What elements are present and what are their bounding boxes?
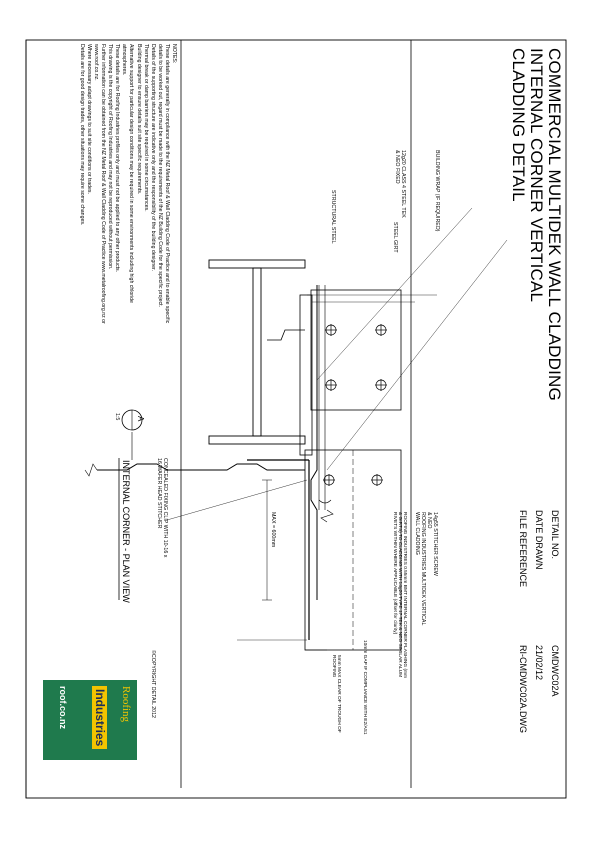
leader-line [167,480,307,520]
copyright-text: ©COPYRIGHT DETAIL 2012 [150,650,156,718]
notes-block [78,44,177,334]
label-gap: 10mm GAP IF COMPLIANCE WITH E2/AS1 [362,640,367,735]
structural-steel-section [209,260,305,444]
section-marker-letter: A [136,416,145,422]
concealed-clip [267,330,305,340]
internal-corner-flashing [247,460,309,640]
title-line-2: INTERNAL CORNER VERTICAL [527,48,546,303]
title-line-1: COMMERCIAL MULTIDEK WALL CLADDING [545,48,564,401]
break-line [85,464,97,476]
leader-line [327,240,507,470]
cleat-plate [311,290,401,410]
logo-line-3: roof.co.nz [58,686,68,729]
file-reference-value: RI-CMDWC02A.DWG [518,645,528,733]
note-item: These details are generally in compliance with the NZ Metal Roof & Wall Cladding Code of Practice and to enable specific details to be worked out, regard must be made to the requirements of the NZ Building Code for the specific project. [156,44,170,324]
label-flashing: ROOFING INDUSTRIES 0.55mm BMT INTERNAL CORNER FLASHING (mm & GIRTS) TO CLADDING WITH 14g20 TYPE 17 TEK & NEO SIMILAR ALUM RIVETS WITHIN WHERE APPLICABLE (offset for clarity) [391,512,407,679]
label-structural-steel: STRUCTURAL STEEL [330,190,336,244]
note-item: Alternative support for particular design conditions may be required in some environments including high chloride atmospheres. [121,44,135,303]
logo-line-2: Industries [92,686,107,749]
section-scale: 1:5 [114,413,120,421]
label-steel-girt: STEEL GIRT [392,222,398,253]
view-title: INTERNAL CORNER - PLAN VIEW [121,460,131,603]
label-multidek: ROOFING INDUSTRIES MULTIDEK VERTICAL WALL CLADDING [414,512,426,626]
note-item: Thermal break or damp barriers may be required in some circumstances. [142,44,149,212]
note-item: Where necessary adapt drawings to suit site conditions or trades. [85,44,92,194]
label-max-clear: 5mm MAX CLEAR OF TROUGH OF ROOFING [330,655,341,733]
label-stitcher: 14g55 STITCHER SCREW & NEO [426,512,438,576]
note-item: This drawing is the copyright of Roofing Industries and may not be reproduced without permission. [107,44,114,270]
date-drawn-label: DATE DRAWN [534,510,544,570]
note-item: Details are for good design trades, other situations may require some changes. [78,44,85,226]
note-item: Building designer to ensure details suit site specific requirements. [135,44,142,195]
date-drawn-value: 21/02/12 [534,645,544,681]
file-reference-label: FILE REFERENCE [518,510,528,588]
logo-line-1: Roofing [120,686,132,723]
label-concealed-clip: CONCEALED FIXING CLIP WITH 10-16 x 16 WAFER HEAD STITCHER [156,458,168,558]
note-item: Further information can be obtained from the NZ Metal Roof & Wall Cladding Code of Practice www.metalroofing.org.nz or www.roof.co.nz. [92,44,107,324]
notes-heading: NOTES: [171,44,177,64]
break-line [321,510,333,522]
roofing-industries-logo [43,680,137,760]
landscape-frame [27,40,567,788]
note-item: Details of the supporting structure are indicative only and the responsibility of the building designer. [149,44,156,271]
label-building-wrap: BUILDING WRAP (IF REQUIRED) [434,150,440,232]
steel-girt [300,295,312,455]
title-line-3: CLADDING DETAIL [509,48,528,202]
label-screw-fixing: 12g20 CLASS 4 STEEL TEK & NEO FIXED [394,150,406,218]
dimension-max: MAX = 600mm [270,512,276,548]
detail-no-label: DETAIL NO. [550,510,560,560]
note-item: These details are for Roofing Industries profiles only and must not be applied to any other products. [114,44,121,273]
detail-no-value: CMDWC02A [550,645,560,697]
